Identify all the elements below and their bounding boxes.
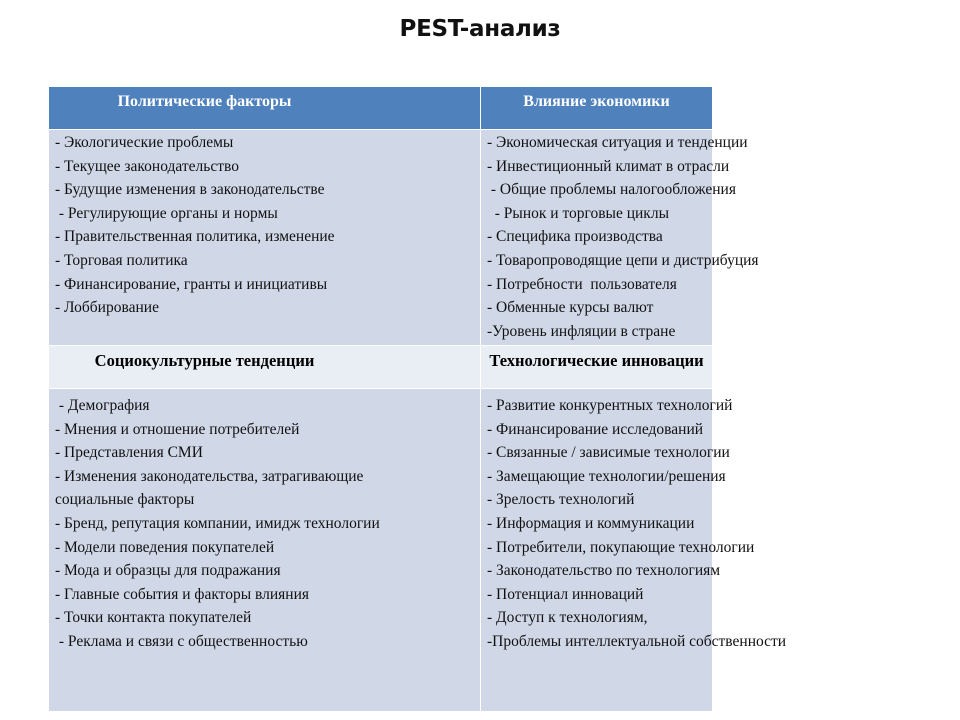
political-heading-cell xyxy=(49,87,481,130)
political-item: - Торговая политика xyxy=(55,251,188,269)
political-item: - Экологические проблемы xyxy=(55,134,234,151)
technological-item: - Законодательство по технологиям xyxy=(487,562,721,580)
economic-item: - Потребности пользователя xyxy=(487,275,677,293)
technological-item: - Связанные / зависимые технологии xyxy=(487,444,730,462)
economic-item: - Инвестиционный климат в отрасли xyxy=(487,157,730,175)
social-item: - Модели поведения покупателей xyxy=(55,538,275,556)
header-row-bottom xyxy=(49,346,713,389)
political-item: - Правительственная политика, изменение xyxy=(55,228,335,246)
social-item: - Реклама и связи с общественностью xyxy=(55,632,308,650)
political-cell xyxy=(49,130,481,346)
economic-item: -Уровень инфляции в стране xyxy=(487,322,676,340)
technological-heading-cell xyxy=(481,346,713,389)
body-row-bottom xyxy=(49,389,713,712)
technological-item: - Замещающие технологии/решения xyxy=(487,467,726,485)
political-item: - Лоббирование xyxy=(55,299,159,317)
economic-item: - Обменные курсы валют xyxy=(487,299,654,317)
technological-item: - Потребители, покупающие технологии xyxy=(487,538,755,556)
slide-title: PEST-анализ xyxy=(399,16,561,42)
social-heading: Социокультурные тенденции xyxy=(94,351,315,370)
social-heading-cell xyxy=(49,346,481,389)
technological-item: - Доступ к технологиям, xyxy=(487,609,648,627)
technological-item: - Потенциал инноваций xyxy=(487,585,644,603)
social-item: - Изменения законодательства, затрагивающие xyxy=(55,467,364,485)
economic-item: - Специфика производства xyxy=(487,228,663,246)
technological-cell xyxy=(481,389,787,712)
social-item: - Мода и образцы для подражания xyxy=(55,562,281,580)
political-heading: Политические факторы xyxy=(117,93,292,110)
social-item: - Мнения и отношение потребителей xyxy=(55,420,300,438)
political-item: - Текущее законодательство xyxy=(55,157,239,175)
social-item: - Бренд, репутация компании, имидж технологии xyxy=(55,514,380,532)
economic-heading: Влияние экономики xyxy=(523,93,670,110)
social-item: - Представления СМИ xyxy=(55,444,203,462)
political-item: - Будущие изменения в законодательстве xyxy=(55,181,325,199)
technological-heading: Технологические инновации xyxy=(489,351,704,370)
social-cell xyxy=(49,389,481,712)
technological-item: - Информация и коммуникации xyxy=(487,514,695,532)
technological-item: -Проблемы интеллектуальной собственности xyxy=(487,632,787,650)
pest-table xyxy=(48,86,787,712)
technological-item: - Зрелость технологий xyxy=(487,491,635,509)
technological-item: - Финансирование исследований xyxy=(487,420,704,438)
economic-item: - Экономическая ситуация и тенденции xyxy=(487,134,748,151)
economic-heading-cell xyxy=(481,87,713,130)
economic-item: - Рынок и торговые циклы xyxy=(487,204,669,222)
political-item: - Регулирующие органы и нормы xyxy=(55,204,278,222)
social-item: - Главные события и факторы влияния xyxy=(55,585,310,603)
economic-item: - Товаропроводящие цепи и дистрибуция xyxy=(487,251,759,269)
social-item: - Точки контакта покупателей xyxy=(55,609,252,627)
header-row-top xyxy=(49,87,713,130)
body-row-top xyxy=(49,130,713,346)
technological-item: - Развитие конкурентных технологий xyxy=(487,397,733,414)
economic-item: - Общие проблемы налогообложения xyxy=(487,181,736,199)
social-item: - Демография xyxy=(55,397,150,414)
social-item: социальные факторы xyxy=(55,491,195,509)
political-item: - Финансирование, гранты и инициативы xyxy=(55,275,328,293)
economic-cell xyxy=(481,130,759,346)
